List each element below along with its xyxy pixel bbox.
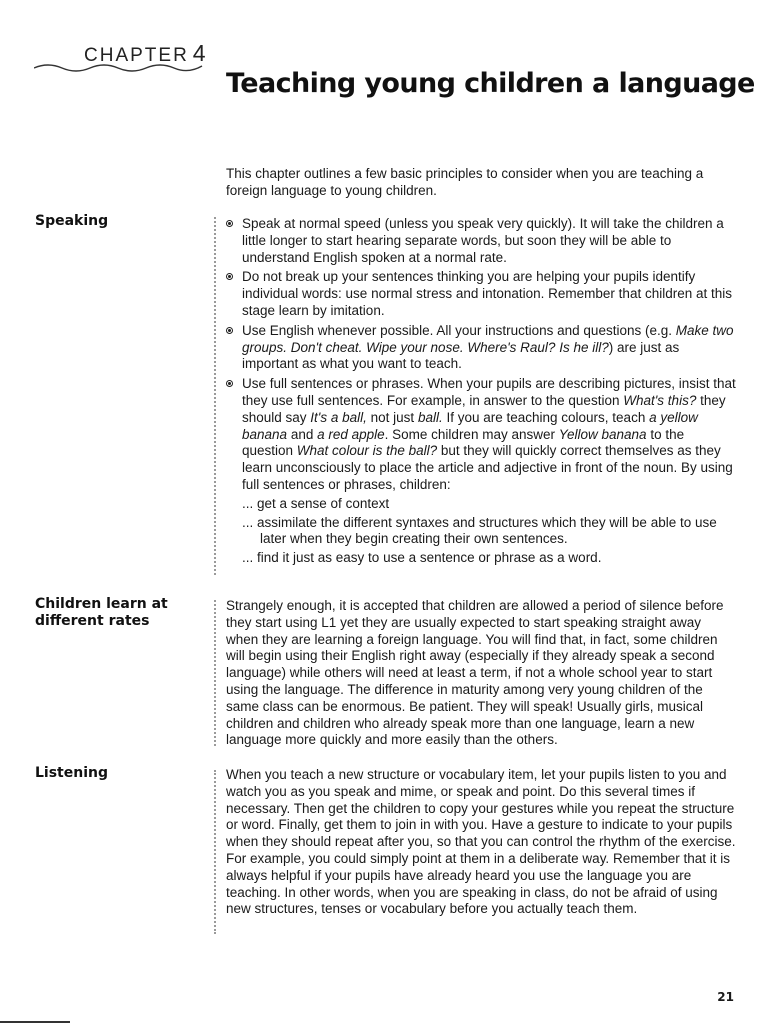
chapter-word: CHAPTER	[84, 45, 189, 66]
list-item: ... assimilate the different syntaxes and structures which they will be able to use later when they begin creating their own sentences.	[242, 514, 717, 547]
wave-ornament-icon	[34, 60, 206, 74]
footer-rule	[0, 1021, 70, 1023]
list-item: Do not break up your sentences thinking you are helping your pupils identify individual words: use normal stress and intonation. Remember that children at this stage learn by imitation.	[226, 269, 738, 319]
list-item: Speak at normal speed (unless you speak very quickly). It will take the children a little longer to start hearing separate words, but soon they will be able to understand English spoken at a normal rate.	[226, 216, 738, 266]
bullet-icon	[226, 380, 233, 387]
bullet-icon	[226, 273, 233, 280]
intro-paragraph: This chapter outlines a few basic principles to consider when you are teaching a foreign language to young children.	[226, 166, 704, 198]
dotted-margin-rule	[214, 600, 216, 746]
bullet-icon	[226, 220, 233, 227]
list-item: Use full sentences or phrases. When your pupils are describing pictures, insist that they use full sentences. For example, in answer to the question What's this? they should say It's a ball, not just ball. If you are teaching colours, teach a yellow banana and a red apple. Some children may answer Yellow banana to the question What colour is the ball? but they will quickly correct themselves as they learn unconsciously to place the article and adjective in front of the noun. By using full sentences or phrases, children: ... get a sense of context ... assimilate the different syntaxes and structures which they will be able to use later when they begin creating their own sentences. ... find it just as easy to use a sentence or phrase as a word.	[226, 376, 738, 567]
section-heading-speaking: Speaking	[35, 213, 109, 229]
dotted-margin-rule	[214, 770, 216, 934]
chapter-title: Teaching young children a language	[226, 68, 755, 99]
list-item: ... find it just as easy to use a sentence or phrase as a word.	[242, 550, 602, 566]
section-heading-rates: Children learn at different rates	[35, 596, 168, 629]
rates-paragraph: Strangely enough, it is accepted that children are allowed a period of silence before they start using L1 yet they are usually expected to start speaking straight away when they are learning a foreign language. You will find that, in fact, some children will begin using their English right away (especially if they already speak a second language) while others will need at least a term, if not a whole school year to start using the language. The difference in maturity among very young children of the same class can be enormous. Be patient. They will speak! Usually girls, musical children and children who already speak more than one language, learn a new language more quickly and more easily than the others.	[226, 598, 724, 748]
section-heading-listening: Listening	[35, 765, 108, 781]
dotted-margin-rule	[214, 217, 216, 575]
speaking-bullet-list	[226, 216, 738, 570]
bullet-icon	[226, 327, 233, 334]
list-item: ... get a sense of context	[242, 495, 390, 511]
list-item: Use English whenever possible. All your instructions and questions (e.g. Make two groups. Don't cheat. Wipe your nose. Where's Raul? Is he ill?) are just as important as what you want to teach.	[226, 323, 738, 373]
chapter-number: 4	[192, 40, 206, 66]
page-number: 21	[717, 990, 734, 1004]
speaking-sublist	[242, 496, 738, 567]
listening-paragraph: When you teach a new structure or vocabulary item, let your pupils listen to you and watch you as you speak and mime, or speak and point. Do this several times if necessary. Then get the children to copy your gestures while you repeat the structure or word. Finally, get them to join in with you. Have a gesture to indicate to your pupils when they should repeat after you, so that you can control the rhythm of the exercise. For example, you could simply point at them in a deliberate way. Remember that it is always helpful if your pupils have already heard you use the language you are teaching. In other words, when you are speaking in class, do not be afraid of using new structures, tenses or vocabulary before you actually teach them.	[226, 767, 736, 917]
